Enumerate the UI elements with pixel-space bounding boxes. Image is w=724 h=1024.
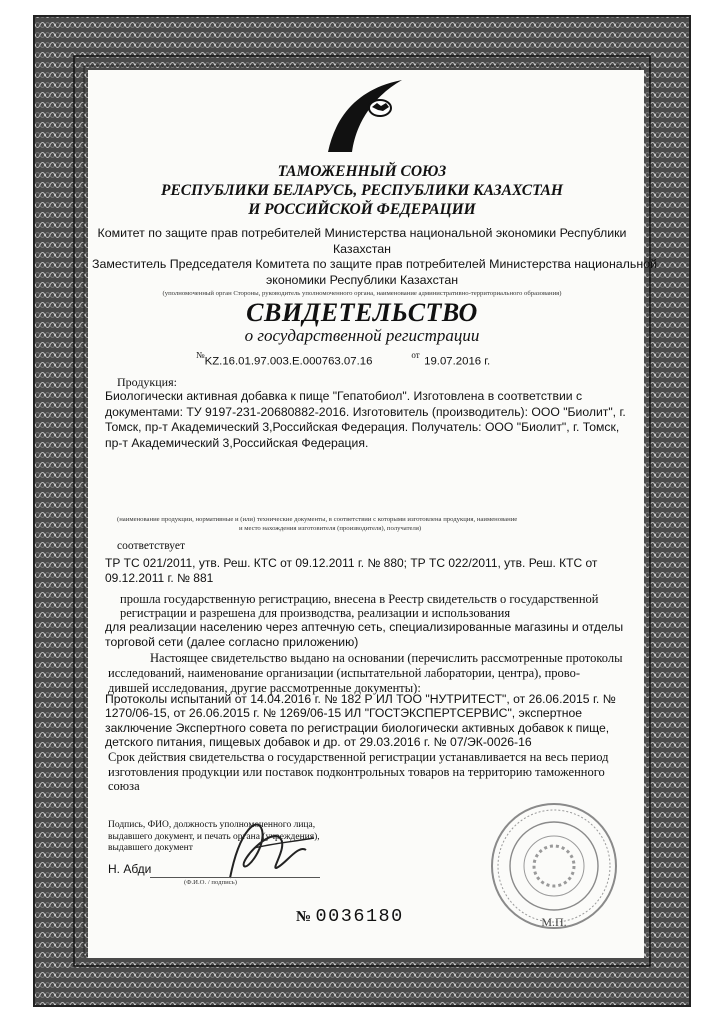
- product-label: Продукция:: [117, 375, 177, 389]
- basis-line: дившей исследования, другие рассмотренные документы):: [108, 681, 421, 695]
- purpose-line: для реализации населению через аптечную сеть, специализированные магазины и отделы: [105, 620, 624, 634]
- purpose-line: торговой сети (далее согласно приложению): [105, 634, 359, 649]
- number-label: №: [196, 350, 205, 360]
- blank-number: [296, 906, 404, 927]
- registration-number-row: [196, 350, 490, 369]
- signature-hint: (Ф.И.О. / подпись): [184, 879, 237, 886]
- protocol-line: заключение Экспертного совета по регистрации биологически активных добавок к пище,: [105, 720, 610, 735]
- mp-label: М.П.: [541, 915, 567, 929]
- registration-number: KZ.16.01.97.003.E.000763.07.16: [204, 355, 373, 368]
- usage-purpose: [105, 620, 623, 649]
- signer-name: Н. Абди: [108, 862, 152, 876]
- standards-line: 09.12.2011 г. № 881: [105, 570, 214, 585]
- caption-line: выдавшего документ, и печать органа (учреждения),: [108, 831, 320, 842]
- protocol-line: детского питания, пищевых добавок и др. от 29.03.2016 г. № 07/ЭК-0026-16: [105, 734, 532, 749]
- product-hint: [117, 516, 517, 533]
- union-line: ТАМОЖЕННЫЙ СОЮЗ: [277, 163, 447, 180]
- authority-line: экономики Республики Казахстан: [265, 272, 459, 287]
- issuance-basis: [108, 651, 623, 696]
- authority-block: [92, 226, 658, 288]
- registration-date: 19.07.2016 г.: [424, 355, 491, 368]
- authority-hint: (уполномоченный орган Стороны, руководитель уполномоченного органа, наименование административно-территориального образования): [162, 290, 562, 297]
- document-title: СВИДЕТЕЛЬСТВО: [246, 298, 478, 327]
- product-line: документами: ТУ 9197-231-20680882-2016. Изготовитель (производитель): ООО "Биолит", г.: [105, 404, 626, 419]
- union-line: РЕСПУБЛИКИ БЕЛАРУСЬ, РЕСПУБЛИКИ КАЗАХСТАН: [160, 182, 563, 199]
- statement-line: прошла государственную регистрацию, внесена в Реестр свидетельств о государственной: [120, 592, 599, 606]
- registration-statement: [120, 592, 598, 620]
- customs-union-header: [100, 162, 624, 219]
- signature-line: [150, 877, 320, 878]
- validity-line: Срок действия свидетельства о государственной регистрации устанавливается на весь период: [108, 750, 609, 764]
- basis-line: Настоящее свидетельство выдано на основании (перечислить рассмотренные протоколы: [150, 651, 623, 665]
- authority-line: Комитет по защите прав потребителей Министерства национальной экономики Республики: [97, 226, 627, 240]
- protocol-line: 1270/06-15, от 26.06.2015 г. № 1269/06-15 ИЛ "ГОСТЭКСПЕРТСЕРВИС", экспертное: [105, 706, 583, 721]
- standards-line: ТР ТС 021/2011, утв. Реш. КТС от 09.12.2011 г. № 880; ТР ТС 022/2011, утв. Реш. КТС от: [105, 556, 598, 570]
- validity-statement: [108, 750, 608, 794]
- validity-line: изготовления продукции или поставок подконтрольных товаров на территорию таможенного: [108, 764, 605, 779]
- product-hint-line: и место нахождения изготовителя (производителя), получателя): [239, 524, 422, 532]
- protocol-line: Протоколы испытаний от 14.04.2016 г. № 182 Р ИЛ ТОО "НУТРИТЕСТ", от 26.06.2015 г. №: [105, 692, 616, 706]
- validity-line: союза: [108, 779, 140, 793]
- product-line: Биологически активная добавка к пище "Гепатобиол". Изготовлена в соответствии с: [105, 389, 583, 403]
- caption-line: Подпись, ФИО, должность уполномоченного лица,: [108, 820, 316, 830]
- caption-line: выдавшего документ: [108, 843, 193, 853]
- blank-serial-number: 0036180: [315, 906, 404, 927]
- date-label: от: [411, 350, 420, 360]
- product-description: [105, 389, 626, 451]
- official-seal-icon: [488, 800, 620, 932]
- authority-line: Казахстан: [332, 241, 392, 256]
- conformity-standards: [105, 556, 597, 585]
- test-protocols: [105, 692, 616, 749]
- authority-line: Заместитель Председателя Комитета по защите прав потребителей Министерства национальной: [92, 257, 658, 271]
- basis-line: исследований, наименование организации (испытательной лаборатории, центра), прово-: [108, 666, 581, 680]
- document-subtitle: о государственной регистрации: [244, 326, 480, 345]
- product-line: пр-т Академический 3,Российская Федерация.: [105, 435, 369, 450]
- product-hint-line: (наименование продукции, нормативные и (или) технические документы, в соответствии с которыми изготовлена продукция, наименование: [117, 516, 518, 523]
- blank-number-sign: №: [296, 909, 312, 925]
- handwritten-signature: [210, 808, 320, 888]
- customs-union-emblem-icon: [318, 78, 408, 158]
- product-line: Томск, пр-т Академический 3,Российская Федерация. Получатель: ООО "Биолит", г. Томск,: [105, 420, 620, 434]
- union-line: И РОССИЙСКОЙ ФЕДЕРАЦИИ: [248, 201, 476, 218]
- statement-line: регистрации и разрешена для производства, реализации и использования: [120, 606, 511, 620]
- conformity-label: соответствует: [117, 540, 186, 552]
